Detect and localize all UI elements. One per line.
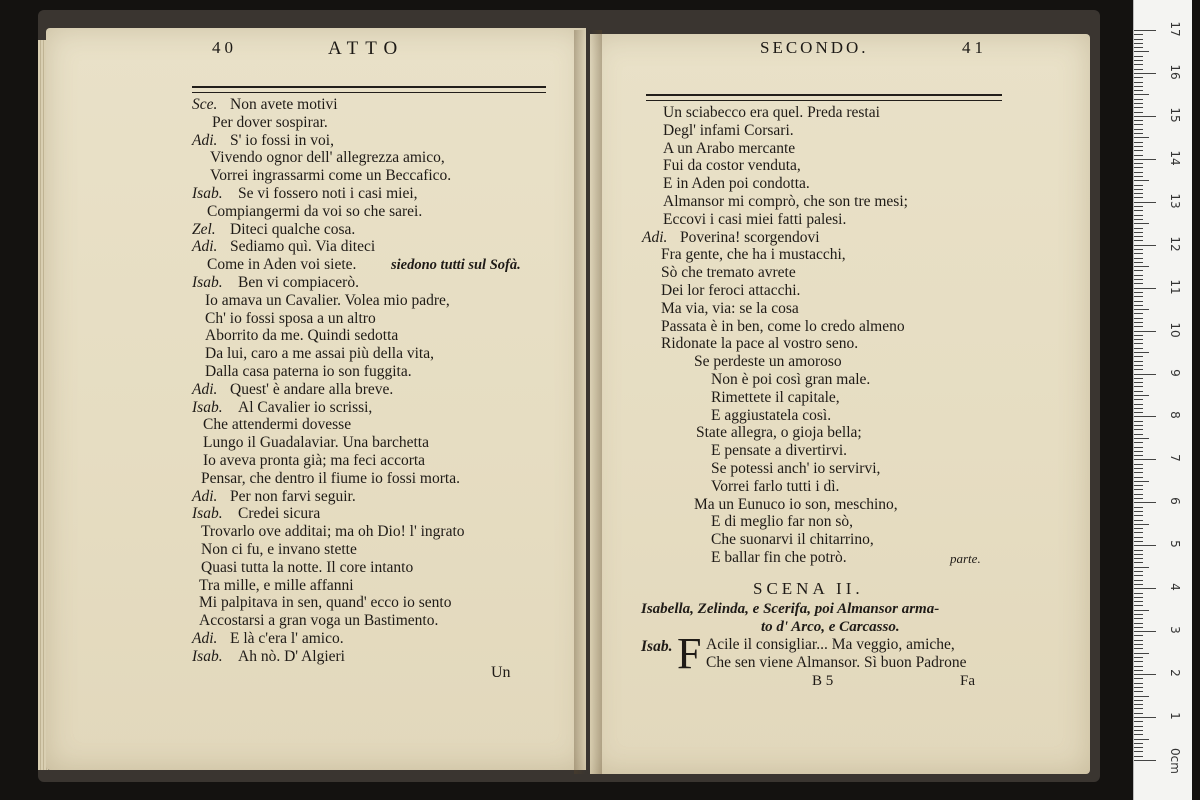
ruler-minor-tick — [1134, 623, 1143, 624]
verse-line: Passata è in ben, come lo credo almeno — [661, 317, 905, 335]
ruler-minor-tick — [1134, 318, 1143, 319]
verse-line: Credei sicura — [238, 505, 321, 523]
ruler-minor-tick — [1134, 511, 1143, 512]
verse-line: Ben vi compiacerò. — [238, 274, 359, 291]
verse-line: Al Cavalier io scrissi, — [238, 398, 373, 416]
ruler-minor-tick — [1134, 644, 1143, 645]
verse-line: Tra mille, e mille affanni — [199, 576, 354, 594]
ruler-minor-tick — [1134, 365, 1143, 366]
ruler-minor-tick — [1134, 726, 1143, 727]
ruler-major-tick — [1134, 631, 1156, 632]
ruler-minor-tick — [1134, 99, 1143, 100]
speaker-label: Adi. — [192, 630, 218, 647]
ruler-minor-tick — [1134, 124, 1143, 125]
ruler-minor-tick — [1134, 558, 1143, 559]
verse-line: Degl' infami Corsari. — [663, 121, 794, 139]
ruler-minor-tick — [1134, 296, 1143, 297]
ruler-minor-tick — [1134, 464, 1143, 465]
verse-line: Diteci qualche cosa. — [230, 220, 356, 238]
ruler-minor-tick — [1134, 412, 1143, 413]
ruler-number: 8 — [1168, 411, 1182, 420]
ruler-minor-tick — [1134, 399, 1143, 400]
ruler-minor-tick — [1134, 86, 1143, 87]
ruler-minor-tick — [1134, 210, 1143, 211]
right-catchword: Fa — [960, 673, 975, 689]
final-line-2: Che sen viene Almansor. Sì buon Padrone — [706, 654, 967, 671]
ruler-minor-tick — [1134, 305, 1143, 306]
verse-line: Fra gente, che ha i mustacchi, — [661, 246, 846, 264]
verse-line: Che suonarvi il chitarrino, — [711, 531, 874, 549]
verse-line: Accostarsi a gran voga un Bastimento. — [199, 612, 439, 630]
ruler-minor-tick — [1134, 528, 1143, 529]
ruler-minor-tick — [1134, 472, 1143, 473]
left-catchword: Un — [491, 664, 511, 681]
ruler-minor-tick — [1134, 180, 1149, 181]
ruler-minor-tick — [1134, 215, 1143, 216]
ruler-minor-tick — [1134, 361, 1143, 362]
ruler-number: 15 — [1168, 107, 1182, 123]
speaker-label: Isab. — [192, 398, 223, 416]
ruler-minor-tick — [1134, 614, 1143, 615]
ruler-number: 12 — [1168, 236, 1182, 252]
ruler-major-tick — [1134, 502, 1156, 503]
ruler-minor-tick — [1134, 155, 1143, 156]
ruler-minor-tick — [1134, 348, 1143, 349]
left-header-rule — [192, 86, 546, 93]
ruler-minor-tick — [1134, 442, 1143, 443]
speaker-label: Adi. — [192, 380, 218, 398]
ruler-minor-tick — [1134, 515, 1143, 516]
speaker-label: Sce. — [192, 96, 218, 113]
verse-line: Non avete motivi — [230, 96, 338, 113]
verse-line: A un Arabo mercante — [663, 139, 796, 157]
verse-line: Per non farvi seguir. — [230, 487, 356, 505]
ruler-minor-tick — [1134, 172, 1143, 173]
ruler-minor-tick — [1134, 150, 1143, 151]
ruler-minor-tick — [1134, 197, 1143, 198]
ruler-minor-tick — [1134, 700, 1143, 701]
verse-line: Lungo il Guadalaviar. Una barchetta — [203, 434, 429, 452]
ruler-minor-tick — [1134, 683, 1143, 684]
ruler-major-tick — [1134, 459, 1156, 460]
ruler-major-tick — [1134, 73, 1156, 74]
verse-line: State allegra, o gioja bella; — [696, 424, 862, 442]
ruler-minor-tick — [1134, 386, 1143, 387]
ruler-minor-tick — [1134, 618, 1143, 619]
verse-line: Quest' è andare alla breve. — [230, 380, 394, 398]
ruler-minor-tick — [1134, 739, 1149, 740]
ruler-minor-tick — [1134, 537, 1143, 538]
verse-line: Se perdeste un amoroso — [694, 353, 842, 371]
final-speaker: Isab. — [641, 638, 673, 655]
ruler-major-tick — [1134, 674, 1156, 675]
ruler-number: 0cm — [1168, 748, 1182, 774]
ruler-minor-tick — [1134, 107, 1143, 108]
ruler-minor-tick — [1134, 489, 1143, 490]
verse-line: E di meglio far non sò, — [711, 513, 854, 531]
ruler-minor-tick — [1134, 309, 1149, 310]
ruler-minor-tick — [1134, 666, 1143, 667]
ruler-minor-tick — [1134, 438, 1149, 439]
ruler-major-tick — [1134, 245, 1156, 246]
verse-line: Da lui, caro a me assai più della vita, — [205, 345, 434, 363]
ruler-minor-tick — [1134, 94, 1149, 95]
ruler-minor-tick — [1134, 64, 1143, 65]
verse-line: E ballar fin che potrò. — [711, 549, 847, 566]
left-page-number: 40 — [212, 38, 237, 57]
ruler-minor-tick — [1134, 120, 1143, 121]
ruler-minor-tick — [1134, 593, 1143, 594]
ruler-minor-tick — [1134, 258, 1143, 259]
ruler-major-tick — [1134, 588, 1156, 589]
ruler-minor-tick — [1134, 249, 1143, 250]
ruler-minor-tick — [1134, 756, 1143, 757]
ruler-minor-tick — [1134, 82, 1143, 83]
ruler-minor-tick — [1134, 648, 1143, 649]
verse-line: Eccovi i casi miei fatti palesi. — [663, 210, 847, 228]
ruler-major-tick — [1134, 374, 1156, 375]
verse-line: E là c'era l' amico. — [230, 630, 344, 647]
ruler-minor-tick — [1134, 69, 1143, 70]
ruler-minor-tick — [1134, 301, 1143, 302]
ruler-minor-tick — [1134, 189, 1143, 190]
speaker-label: Zel. — [192, 220, 216, 238]
ruler-minor-tick — [1134, 713, 1143, 714]
verse-line: Dalla casa paterna io son fuggita. — [205, 363, 412, 380]
verse-line: Io amava un Cavalier. Volea mio padre, — [205, 291, 450, 309]
ruler-major-tick — [1134, 545, 1156, 546]
ruler-minor-tick — [1134, 640, 1143, 641]
ruler-minor-tick — [1134, 47, 1143, 48]
ruler-major-tick — [1134, 331, 1156, 332]
ruler-minor-tick — [1134, 146, 1143, 147]
verse-line: E in Aden poi condotta. — [663, 175, 810, 193]
ruler-minor-tick — [1134, 696, 1149, 697]
ruler-number: 16 — [1168, 64, 1182, 80]
ruler-minor-tick — [1134, 541, 1143, 542]
ruler-minor-tick — [1134, 133, 1143, 134]
ruler-number: 13 — [1168, 193, 1182, 209]
drop-cap: F — [677, 629, 702, 678]
verse-line: Sò che tremato avrete — [661, 264, 796, 282]
ruler-number: 7 — [1168, 454, 1182, 463]
verse-line: Ma via, via: se la cosa — [661, 299, 799, 317]
ruler-minor-tick — [1134, 524, 1149, 525]
ruler-minor-tick — [1134, 520, 1143, 521]
signature-mark: B 5 — [812, 673, 834, 689]
ruler-minor-tick — [1134, 597, 1143, 598]
characters-line-2: to d' Arco, e Carcasso. — [761, 619, 900, 635]
verse-line: E aggiustatela così. — [711, 406, 832, 424]
ruler-major-tick — [1134, 416, 1156, 417]
speaker-label: Isab. — [192, 647, 223, 665]
ruler-minor-tick — [1134, 429, 1143, 430]
right-page-number: 41 — [962, 38, 987, 57]
ruler-minor-tick — [1134, 283, 1143, 284]
ruler-minor-tick — [1134, 425, 1143, 426]
verse-line: Vorrei farlo tutti i dì. — [711, 477, 840, 495]
ruler-minor-tick — [1134, 185, 1143, 186]
ruler-minor-tick — [1134, 176, 1143, 177]
ruler-minor-tick — [1134, 653, 1149, 654]
ruler-minor-tick — [1134, 743, 1143, 744]
verse-line: Ridonate la pace al vostro seno. — [661, 335, 859, 353]
ruler-minor-tick — [1134, 352, 1149, 353]
ruler-minor-tick — [1134, 571, 1143, 572]
ruler-minor-tick — [1134, 481, 1149, 482]
ruler-minor-tick — [1134, 670, 1143, 671]
ruler-minor-tick — [1134, 322, 1143, 323]
ruler-minor-tick — [1134, 236, 1143, 237]
ruler-minor-tick — [1134, 477, 1143, 478]
ruler-minor-tick — [1134, 142, 1143, 143]
ruler-minor-tick — [1134, 562, 1143, 563]
verse-line: Pensar, che dentro il fiume io fossi morta. — [201, 469, 460, 487]
ruler-minor-tick — [1134, 112, 1143, 113]
ruler-major-tick — [1134, 760, 1156, 761]
ruler-number: 11 — [1168, 279, 1182, 295]
ruler-major-tick — [1134, 288, 1156, 289]
verse-line: Dei lor feroci attacchi. — [661, 282, 801, 299]
stage-direction: siedono tutti sul Sofà. — [391, 257, 521, 274]
verse-line: Mi palpitava in sen, quand' ecco io sento — [199, 594, 452, 612]
ruler-minor-tick — [1134, 421, 1143, 422]
characters-line-1: Isabella, Zelinda, e Scerifa, poi Almansor arma- — [641, 601, 940, 617]
ruler-minor-tick — [1134, 326, 1143, 327]
ruler-number: 10 — [1168, 321, 1182, 338]
ruler-minor-tick — [1134, 253, 1143, 254]
ruler-minor-tick — [1134, 434, 1143, 435]
verse-line: Se vi fossero noti i casi miei, — [238, 185, 418, 202]
ruler-minor-tick — [1134, 266, 1149, 267]
ruler-minor-tick — [1134, 292, 1143, 293]
ruler-minor-tick — [1134, 369, 1143, 370]
ruler-minor-tick — [1134, 687, 1143, 688]
ruler-minor-tick — [1134, 77, 1143, 78]
ruler-minor-tick — [1134, 708, 1143, 709]
left-running-head: ATTO — [328, 38, 405, 59]
ruler-minor-tick — [1134, 408, 1143, 409]
ruler-number: 5 — [1168, 540, 1182, 549]
speaker-label: Isab. — [192, 505, 223, 523]
verse-line: Che attendermi dovesse — [203, 416, 352, 434]
ruler-minor-tick — [1134, 90, 1143, 91]
speaker-label: Isab. — [192, 274, 223, 291]
ruler-minor-tick — [1134, 730, 1143, 731]
ruler-minor-tick — [1134, 137, 1149, 138]
verse-line: Trovarlo ove additai; ma oh Dio! l' ingrato — [201, 523, 465, 541]
ruler-major-tick — [1134, 30, 1156, 31]
verse-line: Compiangermi da voi so che sarei. — [207, 202, 423, 220]
verse-line: Come in Aden voi siete. — [207, 256, 357, 274]
ruler-minor-tick — [1134, 575, 1143, 576]
ruler-minor-tick — [1134, 163, 1143, 164]
ruler-number: 1 — [1168, 712, 1182, 720]
ruler-minor-tick — [1134, 610, 1149, 611]
speaker-label: Isab. — [192, 185, 223, 202]
ruler-number: 17 — [1168, 21, 1182, 37]
ruler-major-tick — [1134, 717, 1156, 718]
verse-line: Fui da costor venduta, — [663, 157, 801, 175]
ruler-number: 2 — [1168, 669, 1182, 677]
ruler-minor-tick — [1134, 678, 1143, 679]
ruler-minor-tick — [1134, 382, 1143, 383]
ruler-minor-tick — [1134, 270, 1143, 271]
speaker-label: Adi. — [192, 238, 218, 256]
ruler-minor-tick — [1134, 567, 1149, 568]
ruler-minor-tick — [1134, 39, 1143, 40]
verse-line: Non ci fu, e invano stette — [201, 541, 357, 558]
ruler-minor-tick — [1134, 339, 1143, 340]
verse-line: Se potessi anch' io servirvi, — [711, 460, 881, 477]
ruler-minor-tick — [1134, 356, 1143, 357]
verse-line: Aborrito da me. Quindi sedotta — [205, 327, 399, 345]
ruler-minor-tick — [1134, 747, 1143, 748]
ruler-number: 14 — [1168, 150, 1182, 166]
ruler-minor-tick — [1134, 635, 1143, 636]
ruler-minor-tick — [1134, 240, 1143, 241]
ruler-number: 4 — [1168, 583, 1182, 592]
ruler-minor-tick — [1134, 451, 1143, 452]
verse-line: Quasi tutta la notte. Il core intanto — [201, 558, 414, 576]
ruler-minor-tick — [1134, 262, 1143, 263]
ruler-minor-tick — [1134, 494, 1143, 495]
ruler-minor-tick — [1134, 455, 1143, 456]
ruler-minor-tick — [1134, 129, 1143, 130]
speaker-label: Adi. — [642, 228, 668, 246]
ruler-minor-tick — [1134, 193, 1143, 194]
ruler-minor-tick — [1134, 601, 1143, 602]
ruler-minor-tick — [1134, 34, 1143, 35]
verse-line: S' io fossi in voi, — [230, 131, 334, 149]
ruler-minor-tick — [1134, 391, 1143, 392]
ruler-minor-tick — [1134, 313, 1143, 314]
ruler-minor-tick — [1134, 704, 1143, 705]
ruler-minor-tick — [1134, 56, 1143, 57]
ruler-minor-tick — [1134, 60, 1143, 61]
verse-line: Ch' io fossi sposa a un altro — [205, 309, 376, 327]
ruler-minor-tick — [1134, 485, 1143, 486]
ruler-minor-tick — [1134, 378, 1143, 379]
exit-direction: parte. — [950, 551, 981, 566]
verse-line: Almansor mi comprò, che son tre mesi; — [663, 193, 908, 210]
verse-line: Vivendo ognor dell' allegrezza amico, — [210, 149, 445, 167]
verse-line: E pensate a divertirvi. — [711, 442, 848, 460]
ruler-major-tick — [1134, 202, 1156, 203]
ruler-minor-tick — [1134, 734, 1143, 735]
ruler-minor-tick — [1134, 550, 1143, 551]
ruler-minor-tick — [1134, 468, 1143, 469]
ruler-minor-tick — [1134, 51, 1149, 52]
ruler-minor-tick — [1134, 657, 1143, 658]
ruler-minor-tick — [1134, 661, 1143, 662]
ruler-minor-tick — [1134, 498, 1143, 499]
verse-line: Sediamo quì. Via diteci — [230, 238, 376, 256]
measuring-ruler — [1133, 0, 1192, 800]
ruler-minor-tick — [1134, 103, 1143, 104]
ruler-minor-tick — [1134, 532, 1143, 533]
ruler-minor-tick — [1134, 404, 1143, 405]
right-header-rule — [646, 94, 1002, 101]
verse-line: Rimettete il capitale, — [711, 388, 840, 406]
verse-line: Non è poi così gran male. — [711, 371, 871, 388]
ruler-minor-tick — [1134, 584, 1143, 585]
ruler-minor-tick — [1134, 228, 1143, 229]
final-line-1: Acile il consigliar... Ma veggio, amiche, — [706, 636, 955, 653]
ruler-minor-tick — [1134, 206, 1143, 207]
ruler-minor-tick — [1134, 447, 1143, 448]
verse-line: Per dover sospirar. — [212, 113, 328, 131]
speaker-label: Adi. — [192, 487, 218, 505]
ruler-minor-tick — [1134, 395, 1149, 396]
ruler-minor-tick — [1134, 223, 1149, 224]
ruler-number: 3 — [1168, 626, 1182, 634]
scene-heading: SCENA II. — [753, 579, 864, 598]
ruler-minor-tick — [1134, 554, 1143, 555]
verse-line: Vorrei ingrassarmi come un Beccafico. — [210, 167, 452, 185]
ruler-minor-tick — [1134, 167, 1143, 168]
ruler-major-tick — [1134, 159, 1156, 160]
ruler-minor-tick — [1134, 219, 1143, 220]
speaker-label: Adi. — [192, 131, 218, 149]
ruler-minor-tick — [1134, 232, 1143, 233]
verse-line: Un sciabecco era quel. Preda restai — [663, 104, 880, 121]
ruler-minor-tick — [1134, 691, 1143, 692]
ruler-minor-tick — [1134, 335, 1143, 336]
ruler-minor-tick — [1134, 605, 1143, 606]
ruler-minor-tick — [1134, 751, 1143, 752]
ruler-minor-tick — [1134, 507, 1143, 508]
ruler-minor-tick — [1134, 343, 1143, 344]
ruler-minor-tick — [1134, 627, 1143, 628]
ruler-minor-tick — [1134, 43, 1143, 44]
ruler-major-tick — [1134, 116, 1156, 117]
ruler-minor-tick — [1134, 580, 1143, 581]
verse-line: Ah nò. D' Algieri — [238, 647, 345, 665]
ruler-minor-tick — [1134, 275, 1143, 276]
ruler-minor-tick — [1134, 279, 1143, 280]
ruler-minor-tick — [1134, 721, 1143, 722]
ruler-number: 6 — [1168, 497, 1182, 506]
verse-line: Ma un Eunuco io son, meschino, — [694, 495, 898, 513]
right-running-head: SECONDO. — [760, 38, 869, 57]
ruler-number: 9 — [1168, 368, 1182, 377]
verse-line: Io aveva pronta già; ma feci accorta — [203, 452, 426, 469]
verse-line: Poverina! scorgendovi — [680, 228, 820, 246]
